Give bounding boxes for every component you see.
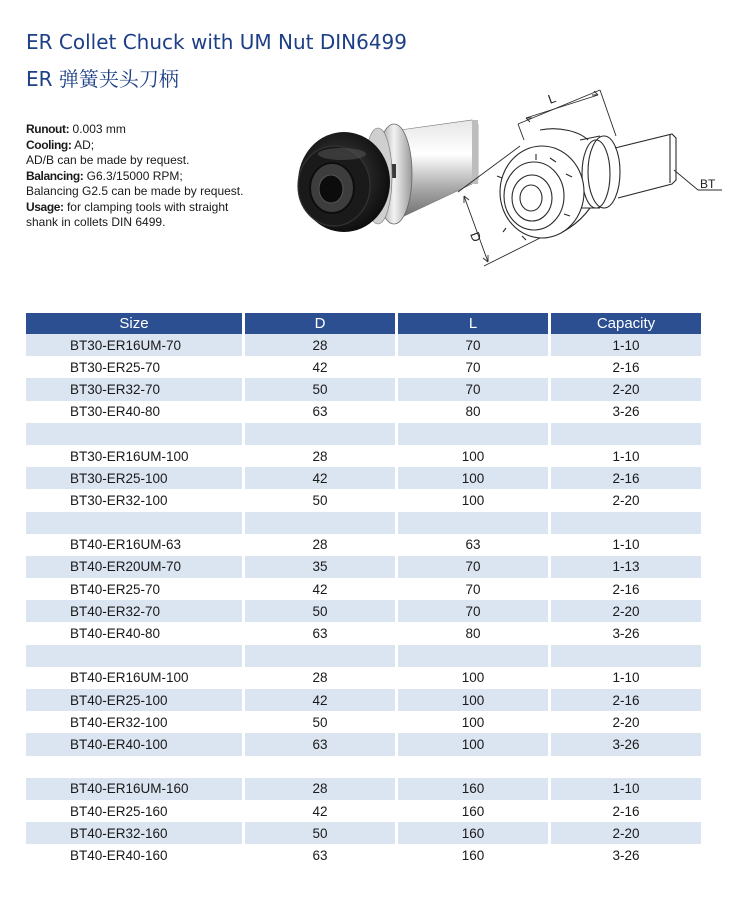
spec-line (26, 169, 286, 185)
table-row (26, 711, 701, 733)
cell-capacity (551, 512, 701, 534)
table-row (26, 822, 701, 844)
cell-size (26, 512, 242, 534)
cell-size: BT30-ER25-70 (26, 356, 242, 378)
table-row (26, 534, 701, 556)
header-capacity: Capacity (551, 313, 701, 334)
cell-capacity: 2-20 (551, 711, 701, 733)
header-d: D (245, 313, 395, 334)
cell-size: BT40-ER32-100 (26, 711, 242, 733)
table-row (26, 578, 701, 600)
cell-d (245, 756, 395, 778)
table-row (26, 445, 701, 467)
dimension-drawing (440, 88, 730, 278)
table-header-row (26, 313, 701, 334)
cell-l: 160 (398, 778, 548, 800)
cell-size: BT40-ER16UM-160 (26, 778, 242, 800)
cell-capacity: 1-10 (551, 334, 701, 356)
cell-d: 63 (245, 844, 395, 866)
cell-d (245, 645, 395, 667)
cell-l: 63 (398, 534, 548, 556)
cell-size: BT40-ER16UM-63 (26, 534, 242, 556)
cell-capacity: 2-20 (551, 489, 701, 511)
spec-line (26, 200, 286, 216)
cell-capacity: 2-16 (551, 467, 701, 489)
header-l: L (398, 313, 548, 334)
cell-d: 42 (245, 800, 395, 822)
cell-size (26, 756, 242, 778)
cell-size: BT30-ER25-100 (26, 467, 242, 489)
spec-label: Cooling: (26, 137, 72, 152)
cell-l: 160 (398, 800, 548, 822)
dimension-label-l: L (545, 90, 558, 107)
table-row (26, 423, 701, 445)
cell-d: 42 (245, 689, 395, 711)
cell-l: 100 (398, 445, 548, 467)
spec-line (26, 215, 286, 231)
table-row (26, 689, 701, 711)
cell-size (26, 423, 242, 445)
cell-size: BT40-ER32-160 (26, 822, 242, 844)
cell-d (245, 512, 395, 534)
cell-size: BT30-ER32-70 (26, 378, 242, 400)
cell-l: 70 (398, 356, 548, 378)
cell-l (398, 756, 548, 778)
table-row (26, 800, 701, 822)
cell-size: BT30-ER16UM-100 (26, 445, 242, 467)
table-row (26, 600, 701, 622)
spec-label: Runout: (26, 122, 70, 136)
spec-text: G6.3/15000 RPM; (83, 168, 183, 183)
cell-capacity: 3-26 (551, 733, 701, 755)
spec-text: AD; (71, 137, 95, 152)
table-row (26, 334, 701, 356)
spec-text: AD/B can be made by request. (26, 153, 190, 167)
cell-capacity: 2-16 (551, 800, 701, 822)
cell-size: BT40-ER25-100 (26, 689, 242, 711)
cell-capacity: 1-10 (551, 445, 701, 467)
page-subtitle-chinese: ER 弹簧夹头刀柄 (26, 67, 179, 91)
cell-capacity: 2-20 (551, 600, 701, 622)
cell-size: BT40-ER20UM-70 (26, 556, 242, 578)
table-row (26, 667, 701, 689)
table-row (26, 556, 701, 578)
cell-l: 100 (398, 689, 548, 711)
table-row (26, 844, 701, 866)
cell-capacity: 2-16 (551, 689, 701, 711)
cell-d: 42 (245, 467, 395, 489)
cell-d: 50 (245, 600, 395, 622)
table-row (26, 645, 701, 667)
cell-capacity: 1-10 (551, 778, 701, 800)
cell-capacity: 3-26 (551, 622, 701, 644)
cell-d: 50 (245, 378, 395, 400)
dimension-label-bt: BT (700, 177, 716, 191)
spec-line (26, 184, 286, 200)
table-row (26, 778, 701, 800)
table-row (26, 489, 701, 511)
cell-d: 50 (245, 822, 395, 844)
spec-line (26, 122, 286, 138)
cell-l: 80 (398, 622, 548, 644)
cell-l: 70 (398, 578, 548, 600)
table-row (26, 733, 701, 755)
cell-size (26, 645, 242, 667)
cell-capacity: 1-10 (551, 534, 701, 556)
cell-d (245, 423, 395, 445)
cell-l: 100 (398, 733, 548, 755)
cell-capacity (551, 645, 701, 667)
cell-l: 70 (398, 334, 548, 356)
dimension-label-d: D (467, 229, 485, 244)
cell-size: BT40-ER40-80 (26, 622, 242, 644)
cell-capacity: 3-26 (551, 844, 701, 866)
cell-size: BT30-ER16UM-70 (26, 334, 242, 356)
spec-text: Balancing G2.5 can be made by request. (26, 184, 244, 198)
cell-l: 160 (398, 844, 548, 866)
cell-capacity: 1-13 (551, 556, 701, 578)
cell-size: BT40-ER40-160 (26, 844, 242, 866)
cell-capacity (551, 756, 701, 778)
cell-l: 80 (398, 401, 548, 423)
spec-text: 0.003 mm (69, 122, 126, 136)
cell-size: BT40-ER16UM-100 (26, 667, 242, 689)
cell-size: BT40-ER32-70 (26, 600, 242, 622)
cell-capacity: 3-26 (551, 401, 701, 423)
cell-d: 28 (245, 334, 395, 356)
cell-d: 28 (245, 778, 395, 800)
cell-capacity: 2-20 (551, 822, 701, 844)
spec-text: for clamping tools with straight (63, 199, 229, 214)
spec-label: Balancing: (26, 168, 84, 183)
cell-d: 42 (245, 578, 395, 600)
cell-d: 35 (245, 556, 395, 578)
table-row (26, 356, 701, 378)
spec-text: shank in collets DIN 6499. (26, 215, 166, 229)
cell-l: 100 (398, 667, 548, 689)
page-title: ER Collet Chuck with UM Nut DIN6499 (26, 30, 407, 54)
cell-d: 50 (245, 489, 395, 511)
spec-label: Usage: (26, 199, 64, 214)
header-size: Size (26, 313, 242, 334)
table-row (26, 378, 701, 400)
cell-l: 100 (398, 711, 548, 733)
spec-line (26, 138, 286, 154)
cell-d: 28 (245, 667, 395, 689)
specifications-block (26, 122, 286, 231)
cell-size: BT30-ER40-80 (26, 401, 242, 423)
cell-capacity: 1-10 (551, 667, 701, 689)
cell-d: 28 (245, 445, 395, 467)
cell-l: 100 (398, 467, 548, 489)
cell-d: 63 (245, 733, 395, 755)
cell-d: 63 (245, 401, 395, 423)
cell-size: BT40-ER25-160 (26, 800, 242, 822)
cell-l (398, 423, 548, 445)
cell-d: 50 (245, 711, 395, 733)
cell-capacity (551, 423, 701, 445)
cell-d: 42 (245, 356, 395, 378)
table-row (26, 622, 701, 644)
cell-size: BT30-ER32-100 (26, 489, 242, 511)
table-row (26, 756, 701, 778)
cell-size: BT40-ER25-70 (26, 578, 242, 600)
cell-d: 63 (245, 622, 395, 644)
table-row (26, 512, 701, 534)
spec-line (26, 153, 286, 169)
cell-l: 100 (398, 489, 548, 511)
table-row (26, 467, 701, 489)
cell-l: 160 (398, 822, 548, 844)
cell-l (398, 645, 548, 667)
cell-capacity: 2-16 (551, 578, 701, 600)
cell-l: 70 (398, 556, 548, 578)
cell-l: 70 (398, 378, 548, 400)
table-row (26, 401, 701, 423)
cell-d: 28 (245, 534, 395, 556)
cell-capacity: 2-16 (551, 356, 701, 378)
cell-capacity: 2-20 (551, 378, 701, 400)
cell-l (398, 512, 548, 534)
cell-l: 70 (398, 600, 548, 622)
size-table (23, 313, 704, 867)
cell-size: BT40-ER40-100 (26, 733, 242, 755)
